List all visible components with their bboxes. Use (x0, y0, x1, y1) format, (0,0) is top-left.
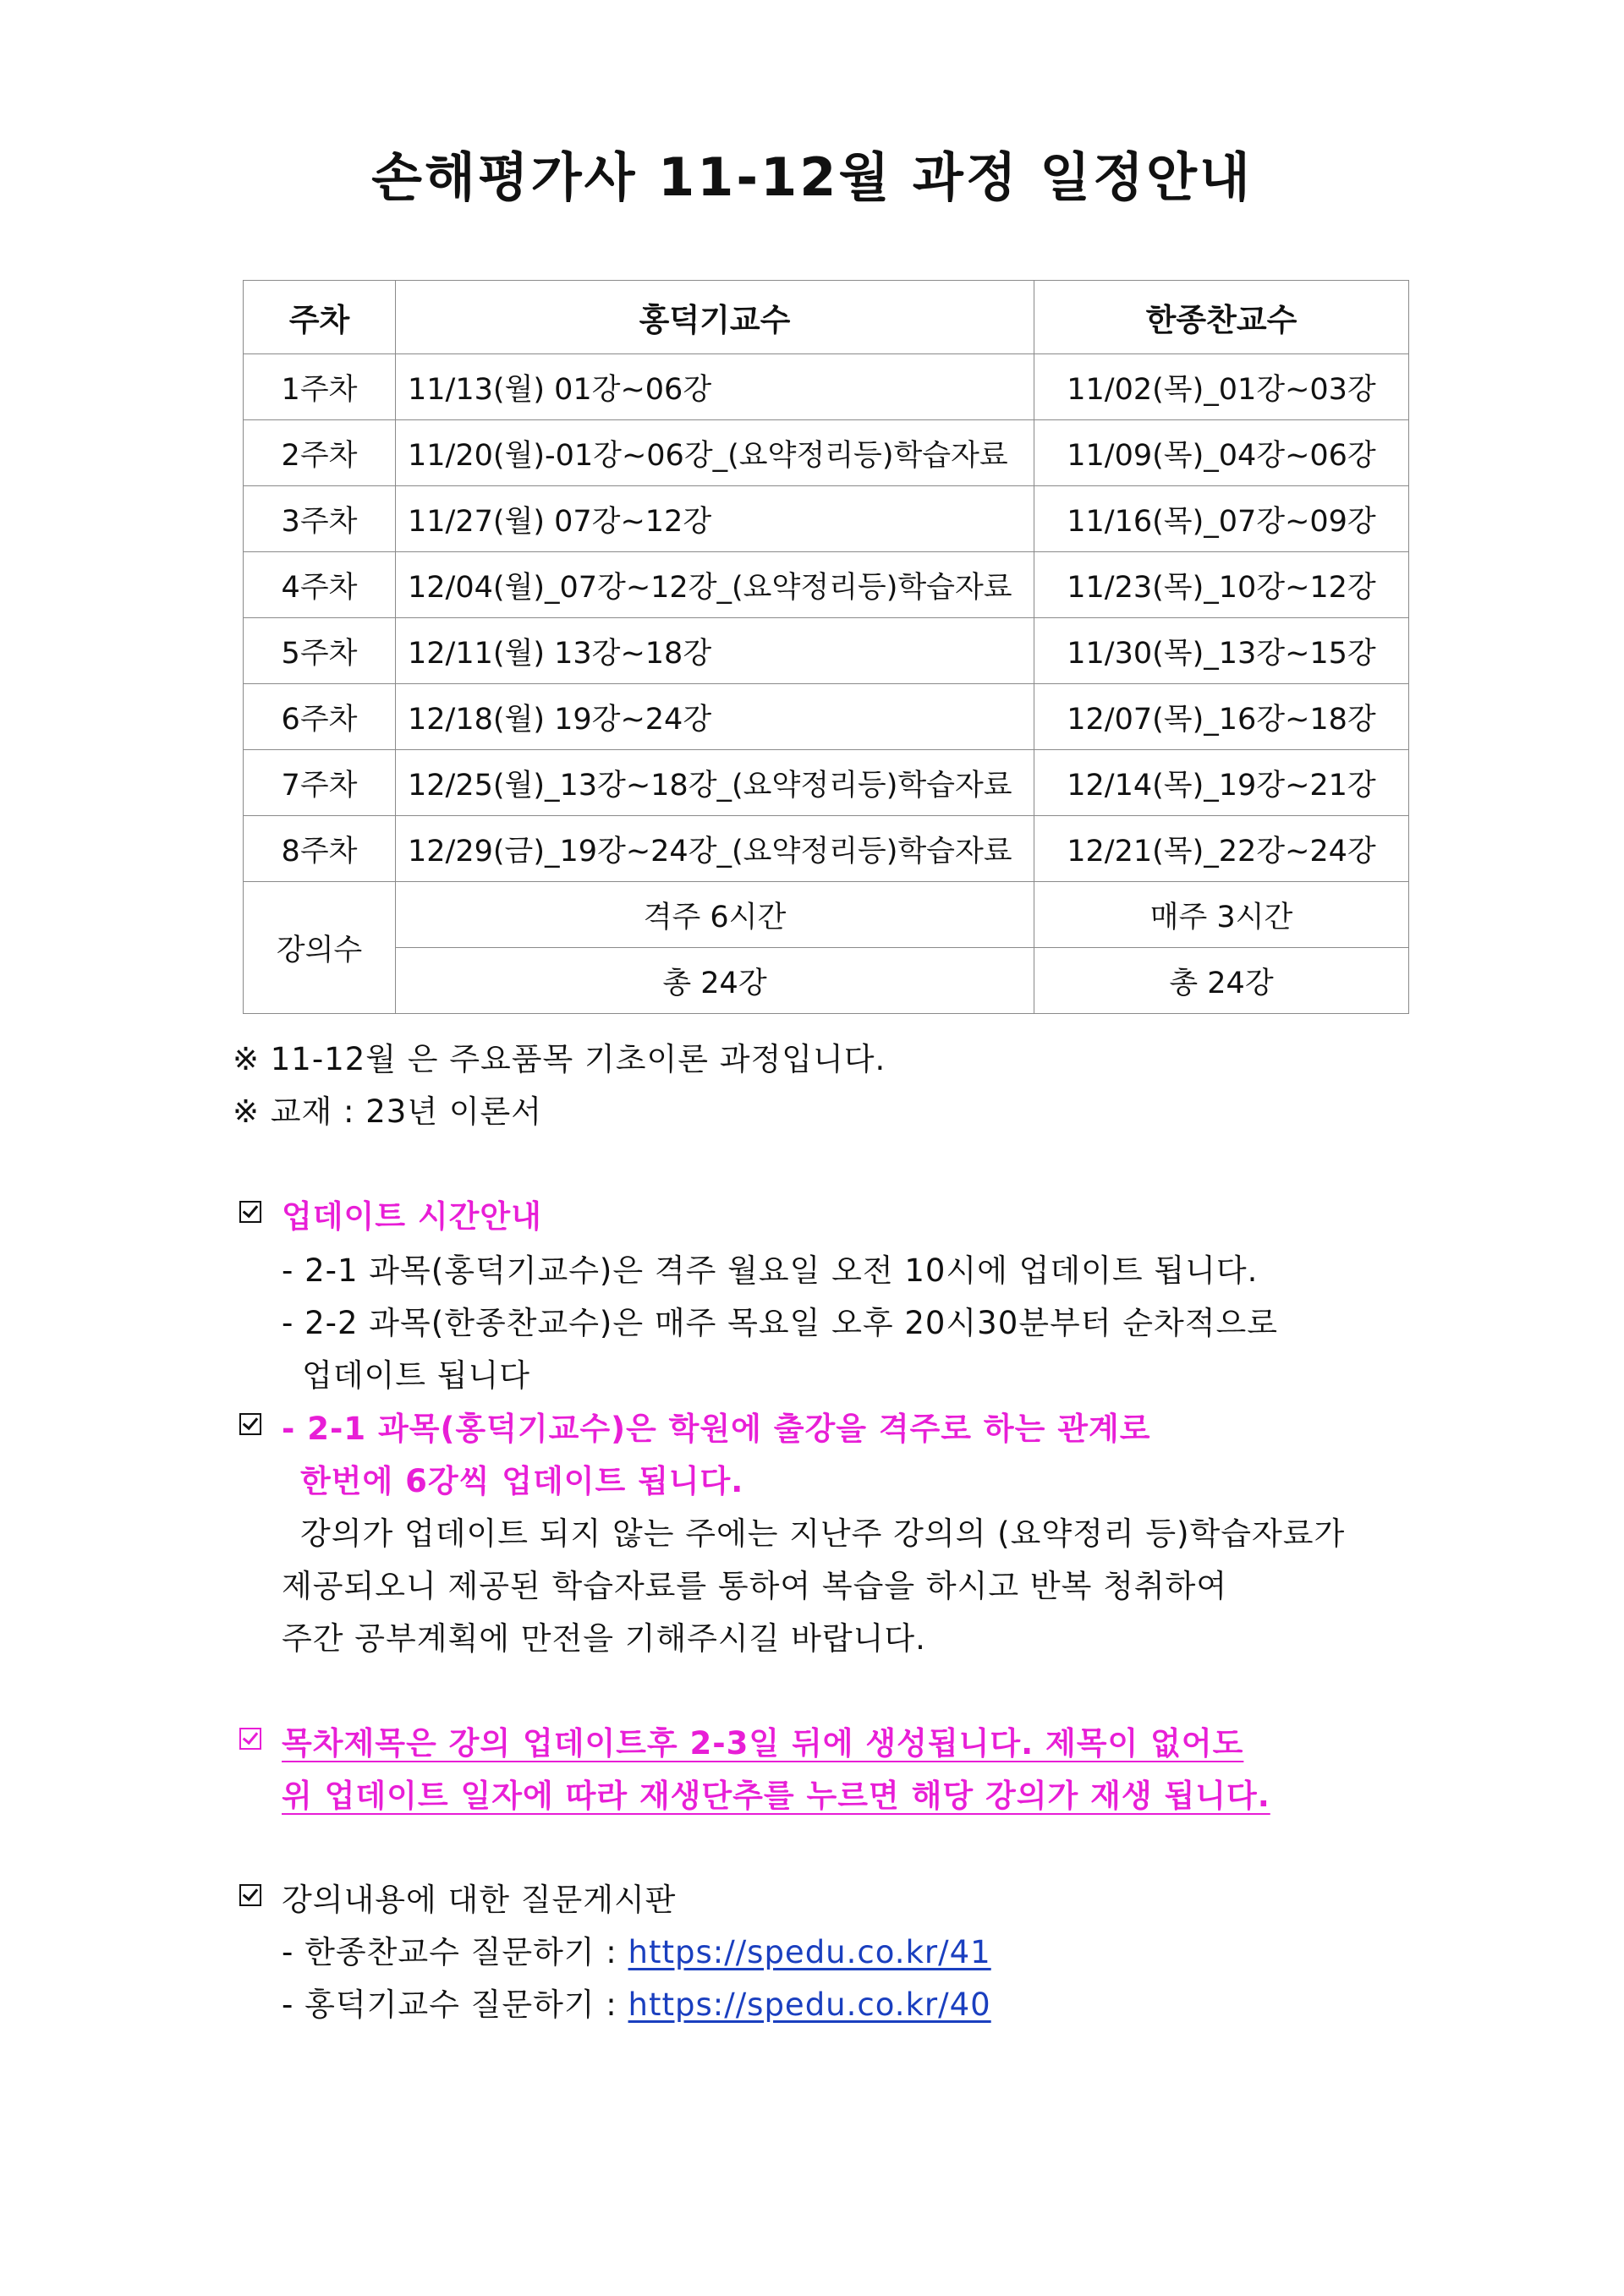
week-cell: 7주차 (244, 750, 396, 816)
han-cell: 11/23(목)_10강~12강 (1034, 552, 1409, 618)
checkbox-checked-icon (239, 1884, 261, 1906)
schedule-table (243, 280, 1409, 1014)
checkbox-checked-icon (239, 1413, 261, 1435)
hong-cell: 11/13(월) 01강~06강 (396, 354, 1034, 420)
qna-hong-row (282, 1979, 991, 2025)
qna-hong-link[interactable]: https://spedu.co.kr/40 (628, 1986, 991, 2023)
summary-row-total (244, 948, 1409, 1014)
han-cell: 11/30(목)_13강~15강 (1034, 618, 1409, 684)
biweekly-line3: 강의가 업데이트 되지 않는 주에는 지난주 강의의 (요약정리 등)학습자료가 (300, 1515, 1346, 1552)
table-row (244, 354, 1409, 420)
update-line-han: - 2-2 과목(한종찬교수)은 매주 목요일 오후 20시30분부터 순차적으로 (282, 1305, 1278, 1341)
table-row (244, 618, 1409, 684)
qna-han-link[interactable]: https://spedu.co.kr/41 (628, 1934, 991, 1970)
page-title: 손해평가사 11-12월 과정 일정안내 (371, 146, 1253, 208)
toc-line1: 목차제목은 강의 업데이트후 2-3일 뒤에 생성됩니다. 제목이 없어도 (282, 1725, 1244, 1762)
week-cell: 3주차 (244, 486, 396, 552)
header-hong: 홍덕기교수 (396, 281, 1034, 354)
biweekly-line1: - 2-1 과목(홍덕기교수)은 학원에 출강을 격주로 하는 관계로 (282, 1411, 1151, 1447)
week-cell: 6주차 (244, 684, 396, 750)
update-heading: 업데이트 시간안내 (282, 1198, 542, 1235)
qna-han-row (282, 1926, 991, 1972)
biweekly-line2: 한번에 6강씩 업데이트 됩니다. (300, 1463, 744, 1499)
han-cell: 12/07(목)_16강~18강 (1034, 684, 1409, 750)
han-total: 총 24강 (1034, 948, 1409, 1014)
table-row (244, 552, 1409, 618)
hong-cell: 12/11(월) 13강~18강 (396, 618, 1034, 684)
qna-hong-label: - 홍덕기교수 질문하기 : (282, 1986, 628, 2023)
hong-cell: 12/04(월)_07강~12강_(요약정리등)학습자료 (396, 552, 1034, 618)
update-line-hong: - 2-1 과목(홍덕기교수)은 격주 월요일 오전 10시에 업데이트 됩니다. (282, 1252, 1259, 1289)
hong-cell: 11/27(월) 07강~12강 (396, 486, 1034, 552)
week-cell: 4주차 (244, 552, 396, 618)
han-cell: 12/21(목)_22강~24강 (1034, 816, 1409, 882)
note-textbook: ※ 교재 : 23년 이론서 (233, 1093, 543, 1130)
han-cell: 11/02(목)_01강~03강 (1034, 354, 1409, 420)
summary-row-hours (244, 882, 1409, 948)
hong-total: 총 24강 (396, 948, 1034, 1014)
table-header-row (244, 281, 1409, 354)
header-han: 한종찬교수 (1034, 281, 1409, 354)
table-row (244, 750, 1409, 816)
week-cell: 1주차 (244, 354, 396, 420)
note-course: ※ 11-12월 은 주요품목 기초이론 과정입니다. (233, 1041, 886, 1077)
toc-line2: 위 업데이트 일자에 따라 재생단추를 누르면 해당 강의가 재생 됩니다. (282, 1778, 1270, 1814)
header-week: 주차 (244, 281, 396, 354)
hong-cell: 12/25(월)_13강~18강_(요약정리등)학습자료 (396, 750, 1034, 816)
summary-label: 강의수 (244, 882, 396, 1014)
week-cell: 2주차 (244, 420, 396, 486)
han-cell: 11/16(목)_07강~09강 (1034, 486, 1409, 552)
update-line-han-cont: 업데이트 됩니다 (302, 1357, 530, 1394)
hong-cell: 11/20(월)-01강~06강_(요약정리등)학습자료 (396, 420, 1034, 486)
table-row (244, 486, 1409, 552)
han-cell: 11/09(목)_04강~06강 (1034, 420, 1409, 486)
hong-cell: 12/18(월) 19강~24강 (396, 684, 1034, 750)
han-hours: 매주 3시간 (1034, 882, 1409, 948)
biweekly-line4: 제공되오니 제공된 학습자료를 통하여 복습을 하시고 반복 청취하여 (282, 1568, 1228, 1604)
han-cell: 12/14(목)_19강~21강 (1034, 750, 1409, 816)
checkbox-checked-icon (239, 1728, 261, 1750)
table-row (244, 420, 1409, 486)
hong-hours: 격주 6시간 (396, 882, 1034, 948)
table-row (244, 816, 1409, 882)
hong-cell: 12/29(금)_19강~24강_(요약정리등)학습자료 (396, 816, 1034, 882)
week-cell: 5주차 (244, 618, 396, 684)
biweekly-line5: 주간 공부계획에 만전을 기해주시길 바랍니다. (282, 1620, 926, 1657)
table-row (244, 684, 1409, 750)
qna-heading: 강의내용에 대한 질문게시판 (282, 1882, 677, 1918)
checkbox-checked-icon (239, 1201, 261, 1223)
week-cell: 8주차 (244, 816, 396, 882)
qna-han-label: - 한종찬교수 질문하기 : (282, 1934, 628, 1970)
